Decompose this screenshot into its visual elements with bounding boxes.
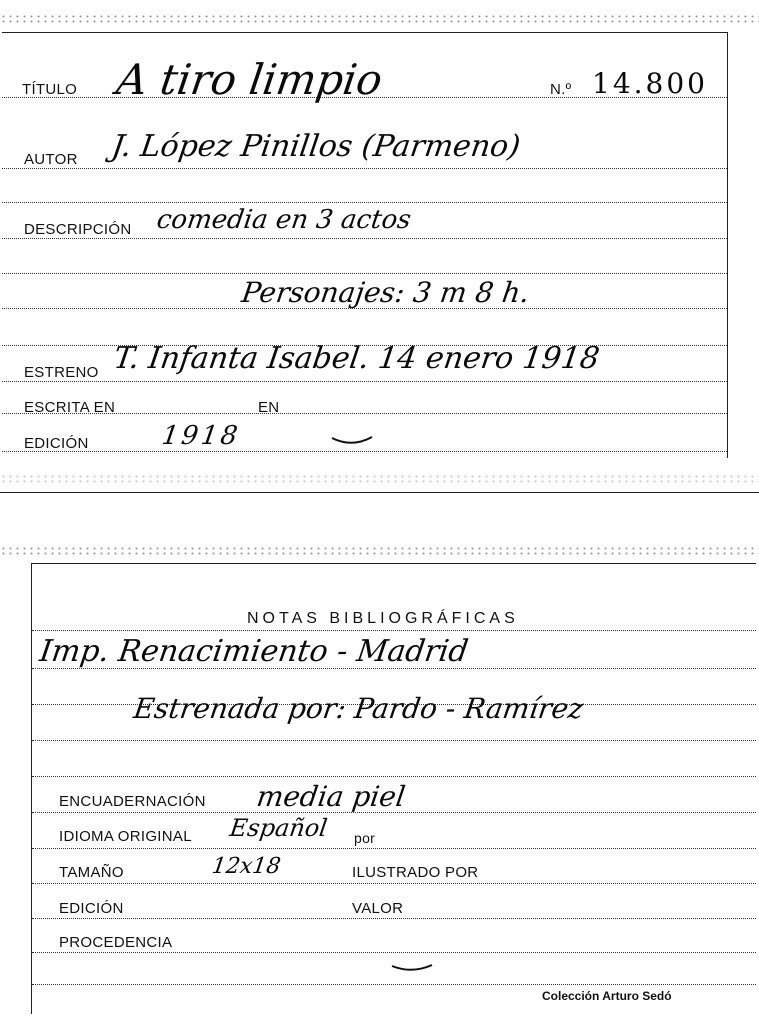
tamano-label: TAMAÑO: [59, 864, 124, 881]
ruled-line: [32, 776, 756, 777]
note-imprenta: Imp. Renacimiento - Madrid: [37, 634, 471, 669]
ruled-line: [2, 202, 727, 203]
autor-value: J. López Pinillos (Parmeno): [109, 129, 523, 164]
ink-blot-icon: [387, 954, 437, 979]
card2-top-speckle: [0, 546, 759, 556]
titulo-label: TÍTULO: [22, 81, 78, 98]
escrita-en-label: ESCRITA EN: [24, 399, 116, 416]
encuadernacion-value: media piel: [254, 780, 408, 813]
descripcion-label: DESCRIPCIÓN: [24, 221, 132, 238]
numero-label: N.º: [550, 81, 572, 98]
idioma-label: IDIOMA ORIGINAL: [59, 828, 192, 845]
catalog-card-main: [2, 32, 728, 458]
ilustrado-label: ILUSTRADO POR: [352, 864, 479, 881]
top-edge-speckle: [0, 14, 759, 24]
ruled-line: [32, 848, 756, 849]
ruled-line: [2, 381, 727, 382]
notas-heading: NOTAS BIBLIOGRÁFICAS: [247, 610, 519, 627]
autor-label: AUTOR: [24, 151, 78, 168]
en-label: EN: [258, 399, 280, 416]
tamano-value: 12x18: [210, 854, 283, 879]
note-estrenada: Estrenada por: Pardo - Ramírez: [131, 692, 586, 725]
bottom-edge-speckle: [0, 474, 759, 484]
ruled-line: [32, 984, 756, 985]
estreno-label: ESTRENO: [24, 364, 99, 381]
personajes-value: Personajes: 3 m 8 h.: [239, 276, 532, 309]
ruled-line: [32, 952, 756, 953]
procedencia-label: PROCEDENCIA: [59, 934, 173, 951]
encuadernacion-label: ENCUADERNACIÓN: [59, 793, 206, 810]
separator-line: [0, 492, 759, 493]
descripcion-value: comedia en 3 actos: [154, 205, 413, 235]
edicion-value: 1918: [159, 421, 243, 451]
coleccion-label: Colección Arturo Sedó: [542, 989, 672, 1003]
idioma-value: Español: [228, 814, 330, 842]
edicion-label: EDICIÓN: [24, 435, 89, 452]
estreno-value: T. Infanta Isabel. 14 enero 1918: [111, 341, 602, 376]
valor-label: VALOR: [352, 900, 404, 917]
ruled-line: [2, 273, 727, 274]
por-label: por: [354, 830, 376, 846]
edicion2-label: EDICIÓN: [59, 900, 124, 917]
ink-blot-icon: [322, 393, 382, 453]
ruled-line: [32, 918, 756, 919]
ruled-line: [32, 740, 756, 741]
numero-value: 14.800: [592, 67, 708, 100]
ruled-line: [32, 630, 756, 631]
titulo-value: A tiro limpio: [113, 55, 386, 104]
ruled-line: [2, 168, 727, 169]
catalog-card-notes: [31, 563, 756, 1014]
ruled-line: [32, 883, 756, 884]
ruled-line: [2, 238, 727, 239]
